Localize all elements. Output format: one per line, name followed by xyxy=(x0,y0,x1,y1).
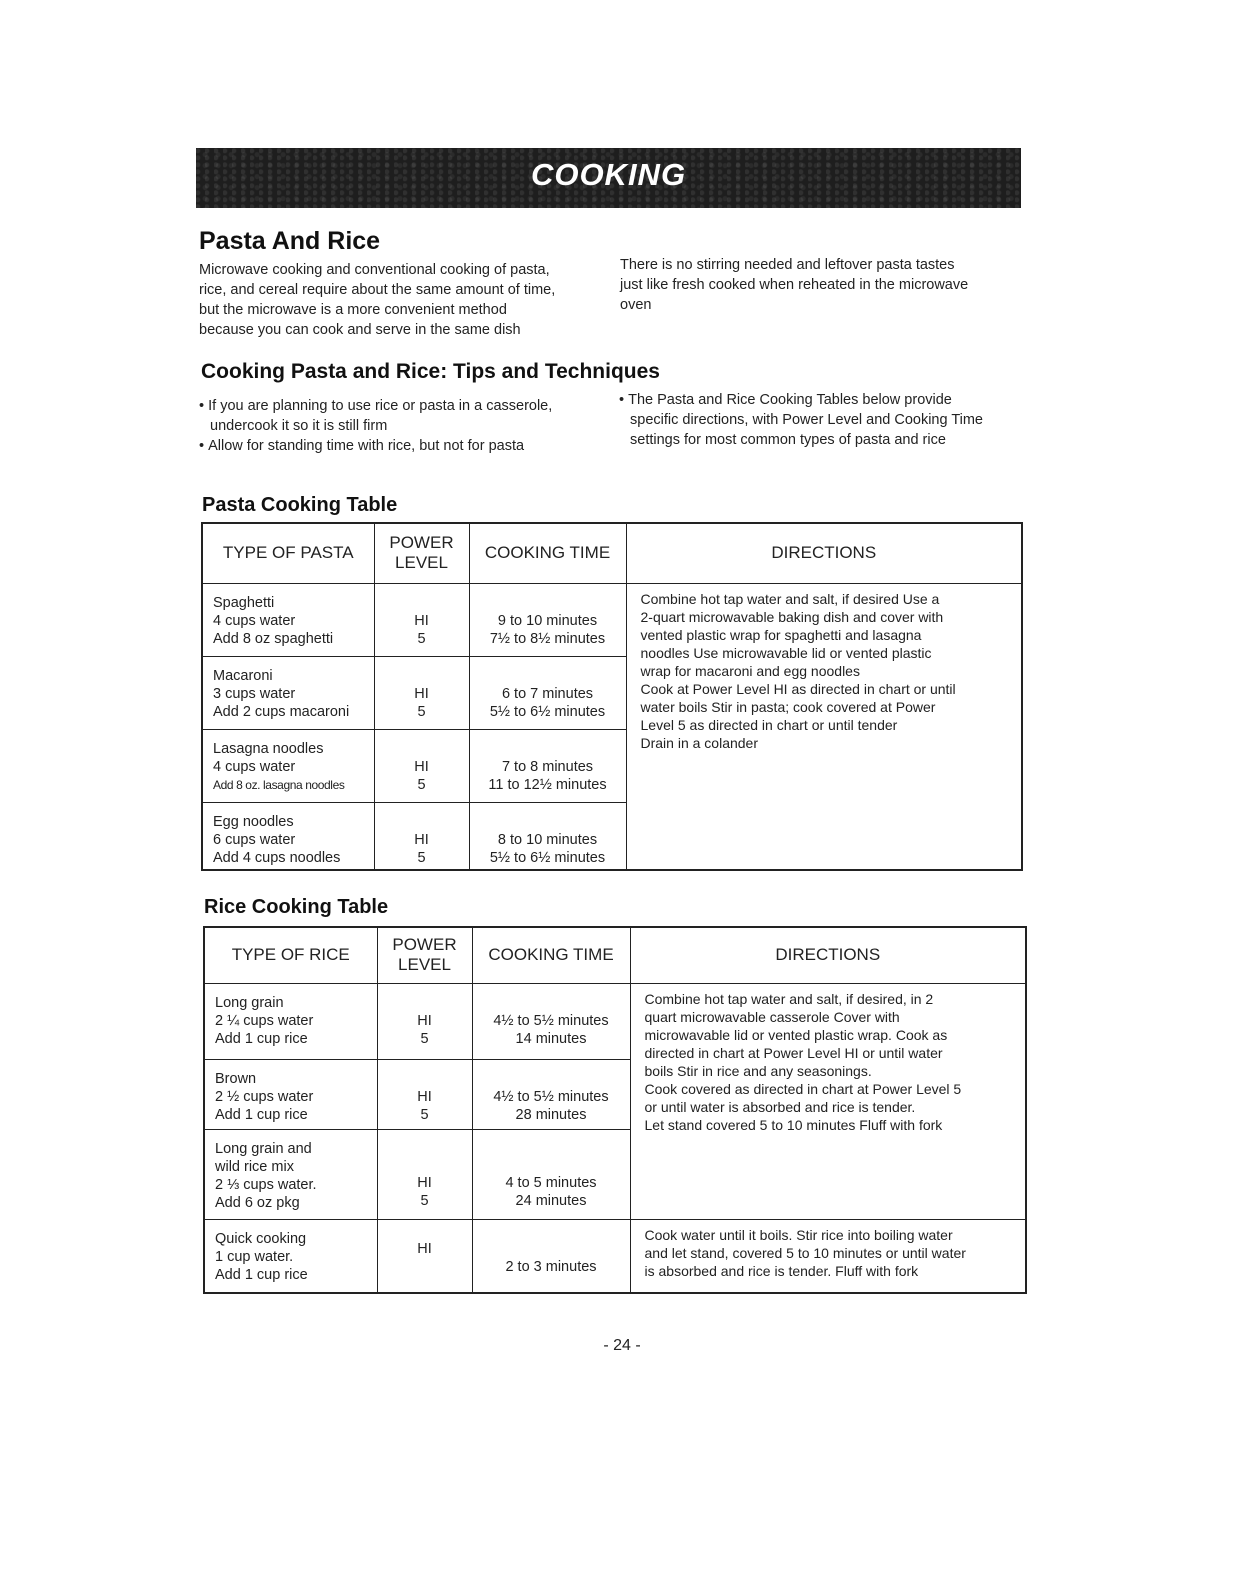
cell-line: 24 minutes xyxy=(515,1192,587,1209)
cell-line: HI xyxy=(414,758,429,775)
cell-line: 2 ⅓ cups water. xyxy=(215,1176,317,1193)
banner-title: COOKING xyxy=(530,157,687,192)
direction-line: or until water is absorbed and rice is tender. xyxy=(644,1098,916,1115)
cell-line: 5 xyxy=(420,1192,429,1209)
intro-line: rice, and cereal require about the same amount of time, xyxy=(199,282,556,298)
tip-item: • The Pasta and Rice Cooking Tables below provide specific directions, with Power Level and Cooking Time settings for most common types of pasta and rice xyxy=(619,390,999,450)
cell-line: HI xyxy=(417,1088,432,1105)
cell-line: 5 xyxy=(420,1106,429,1123)
header-power-line: LEVEL xyxy=(398,955,451,975)
pasta-table-title: Pasta Cooking Table xyxy=(202,494,398,516)
pasta-type-cell xyxy=(202,729,374,802)
header-directions: DIRECTIONS xyxy=(626,523,1022,583)
cell-line: 7 to 8 minutes xyxy=(501,758,594,775)
direction-line: quart microwavable casserole Cover with xyxy=(644,1008,900,1025)
cell-line: HI xyxy=(417,1174,432,1191)
cell-line: 8 to 10 minutes xyxy=(497,831,598,848)
header-type: TYPE OF PASTA xyxy=(202,523,374,583)
direction-line: Level 5 as directed in chart or until tender xyxy=(640,716,898,733)
time-cell xyxy=(472,983,630,1059)
table-header-row xyxy=(202,523,1022,583)
cell-line: Add 4 cups noodles xyxy=(213,849,341,866)
time-cell xyxy=(469,729,626,802)
cell-line: Spaghetti xyxy=(213,594,275,611)
cell-line: 3 cups water xyxy=(213,685,296,702)
cell-line: Long grain and xyxy=(215,1140,312,1157)
time-cell xyxy=(469,656,626,729)
intro-line: but the microwave is a more convenient method xyxy=(199,302,507,318)
header-time: COOKING TIME xyxy=(472,927,630,983)
direction-line: Let stand covered 5 to 10 minutes Fluff with fork xyxy=(644,1116,943,1133)
direction-line: boils Stir in rice and any seasonings. xyxy=(644,1062,872,1079)
page-number: - 24 - xyxy=(603,1337,641,1354)
direction-line: microwavable lid or vented plastic wrap. Cook as xyxy=(644,1026,948,1043)
power-cell xyxy=(374,583,469,656)
cell-line: 2 ½ cups water xyxy=(215,1088,314,1105)
rice-type-cell xyxy=(204,1129,377,1219)
rice-directions-cell xyxy=(630,983,1026,1219)
header-power xyxy=(377,927,472,983)
cell-line: 5 xyxy=(417,703,426,720)
intro-left xyxy=(199,260,609,340)
rice-type-cell xyxy=(204,1059,377,1129)
cell-line: 11 to 12½ minutes xyxy=(488,776,607,793)
cell-line: Macaroni xyxy=(213,667,273,684)
cell-line: 5 xyxy=(420,1030,429,1047)
cell-line: 4 to 5 minutes xyxy=(505,1174,597,1191)
cell-line: Quick cooking xyxy=(215,1230,307,1247)
section-banner xyxy=(196,148,1021,208)
cell-line: HI xyxy=(414,612,429,629)
cell-line: 6 cups water xyxy=(213,831,296,848)
rice-type-cell xyxy=(204,1219,377,1293)
tip-item: • If you are planning to use rice or pasta in a casserole, undercook it so it is still firm xyxy=(199,396,599,436)
cell-line: HI xyxy=(414,831,429,848)
intro-line: There is no stirring needed and leftover pasta tastes xyxy=(620,257,955,273)
intro-right xyxy=(620,255,1020,315)
time-cell xyxy=(469,802,626,870)
table-row xyxy=(204,1219,1026,1293)
direction-line: noodles Use microwavable lid or vented plastic xyxy=(640,644,932,661)
cell-line: Add 8 oz spaghetti xyxy=(213,630,334,647)
direction-line: Combine hot tap water and salt, if desired Use a xyxy=(640,590,940,607)
header-directions: DIRECTIONS xyxy=(630,927,1026,983)
time-cell xyxy=(472,1129,630,1219)
table-header-row xyxy=(204,927,1026,983)
cell-line: Add 1 cup rice xyxy=(215,1266,308,1283)
power-cell xyxy=(374,656,469,729)
direction-line: Drain in a colander xyxy=(640,734,759,751)
direction-line: water boils Stir in pasta; cook covered at Power xyxy=(640,698,936,715)
cell-line: HI xyxy=(417,1012,432,1029)
pasta-cooking-table xyxy=(201,522,1023,871)
direction-line: vented plastic wrap for spaghetti and lasagna xyxy=(640,626,922,643)
header-power xyxy=(374,523,469,583)
direction-line: is absorbed and rice is tender. Fluff with fork xyxy=(644,1262,919,1279)
tips-right-list xyxy=(619,390,999,450)
cell-line: Egg noodles xyxy=(213,813,294,830)
time-cell xyxy=(472,1059,630,1129)
cell-line: 4 cups water xyxy=(213,612,296,629)
table-row xyxy=(204,983,1026,1059)
rice-cooking-table xyxy=(203,926,1027,1294)
cell-line: Long grain xyxy=(215,994,284,1011)
direction-line: Combine hot tap water and salt, if desired, in 2 xyxy=(644,990,934,1007)
direction-line: directed in chart at Power Level HI or until water xyxy=(644,1044,943,1061)
intro-line: just like fresh cooked when reheated in the microwave xyxy=(620,277,969,293)
cell-line: 2 ¼ cups water xyxy=(215,1012,314,1029)
cell-line: 4 cups water xyxy=(213,758,296,775)
direction-line: and let stand, covered 5 to 10 minutes or until water xyxy=(644,1244,966,1261)
cell-line: HI xyxy=(414,685,429,702)
intro-line: Microwave cooking and conventional cooking of pasta, xyxy=(199,262,550,278)
cell-line: 28 minutes xyxy=(515,1106,587,1123)
cell-line: wild rice mix xyxy=(215,1158,294,1175)
power-cell xyxy=(377,1129,472,1219)
intro-line: because you can cook and serve in the same dish xyxy=(199,322,521,338)
table-row xyxy=(202,583,1022,656)
header-type: TYPE OF RICE xyxy=(204,927,377,983)
rice-quick-directions-cell xyxy=(630,1219,1026,1293)
power-cell xyxy=(377,1219,472,1293)
cell-line: Add 6 oz pkg xyxy=(215,1194,300,1211)
header-power-line: POWER xyxy=(392,935,457,955)
pasta-type-cell xyxy=(202,802,374,870)
header-power-line: LEVEL xyxy=(395,553,448,573)
power-cell xyxy=(377,983,472,1059)
pasta-type-cell xyxy=(202,656,374,729)
cell-line: 2 to 3 minutes xyxy=(505,1258,597,1275)
cell-line: Add 1 cup rice xyxy=(215,1106,308,1123)
time-cell xyxy=(469,583,626,656)
cell-line: Add 2 cups macaroni xyxy=(213,703,350,720)
cell-line: 5½ to 6½ minutes xyxy=(489,849,606,866)
direction-line: Cook water until it boils. Stir rice into boiling water xyxy=(644,1226,953,1243)
power-cell xyxy=(377,1059,472,1129)
cell-line: 5 xyxy=(417,630,426,647)
cell-line: 14 minutes xyxy=(515,1030,587,1047)
power-cell xyxy=(374,802,469,870)
cell-line: 5½ to 6½ minutes xyxy=(489,703,606,720)
pasta-directions-cell xyxy=(626,583,1022,870)
direction-line: 2-quart microwavable baking dish and cover with xyxy=(640,608,944,625)
cell-line: Add 8 oz. lasagna noodles xyxy=(213,777,345,792)
tip-item: • Allow for standing time with rice, but not for pasta xyxy=(199,436,599,456)
direction-line: Cook at Power Level HI as directed in chart or until xyxy=(640,680,956,697)
power-cell xyxy=(374,729,469,802)
section-title: Pasta And Rice xyxy=(199,227,381,255)
tips-title: Cooking Pasta and Rice: Tips and Techniques xyxy=(201,360,660,383)
cell-line: Add 1 cup rice xyxy=(215,1030,308,1047)
cell-line: HI xyxy=(417,1240,432,1257)
direction-line: wrap for macaroni and egg noodles xyxy=(640,662,860,679)
rice-table-title: Rice Cooking Table xyxy=(204,896,389,918)
direction-line: Cook covered as directed in chart at Power Level 5 xyxy=(644,1080,962,1097)
header-power-line: POWER xyxy=(389,533,454,553)
cell-line: 1 cup water. xyxy=(215,1248,294,1265)
cell-line: 5 xyxy=(417,849,426,866)
time-cell xyxy=(472,1219,630,1293)
cell-line: 5 xyxy=(417,776,426,793)
cell-line: 4½ to 5½ minutes xyxy=(493,1088,609,1105)
cell-line: 6 to 7 minutes xyxy=(501,685,594,702)
cell-line: Lasagna noodles xyxy=(213,740,324,757)
cell-line: 9 to 10 minutes xyxy=(497,612,598,629)
header-time: COOKING TIME xyxy=(469,523,626,583)
tips-left-list xyxy=(199,396,599,456)
intro-line: oven xyxy=(620,297,652,313)
rice-type-cell xyxy=(204,983,377,1059)
cell-line: Brown xyxy=(215,1070,257,1087)
cell-line: 4½ to 5½ minutes xyxy=(493,1012,609,1029)
cell-line: 7½ to 8½ minutes xyxy=(489,630,606,647)
pasta-type-cell xyxy=(202,583,374,656)
